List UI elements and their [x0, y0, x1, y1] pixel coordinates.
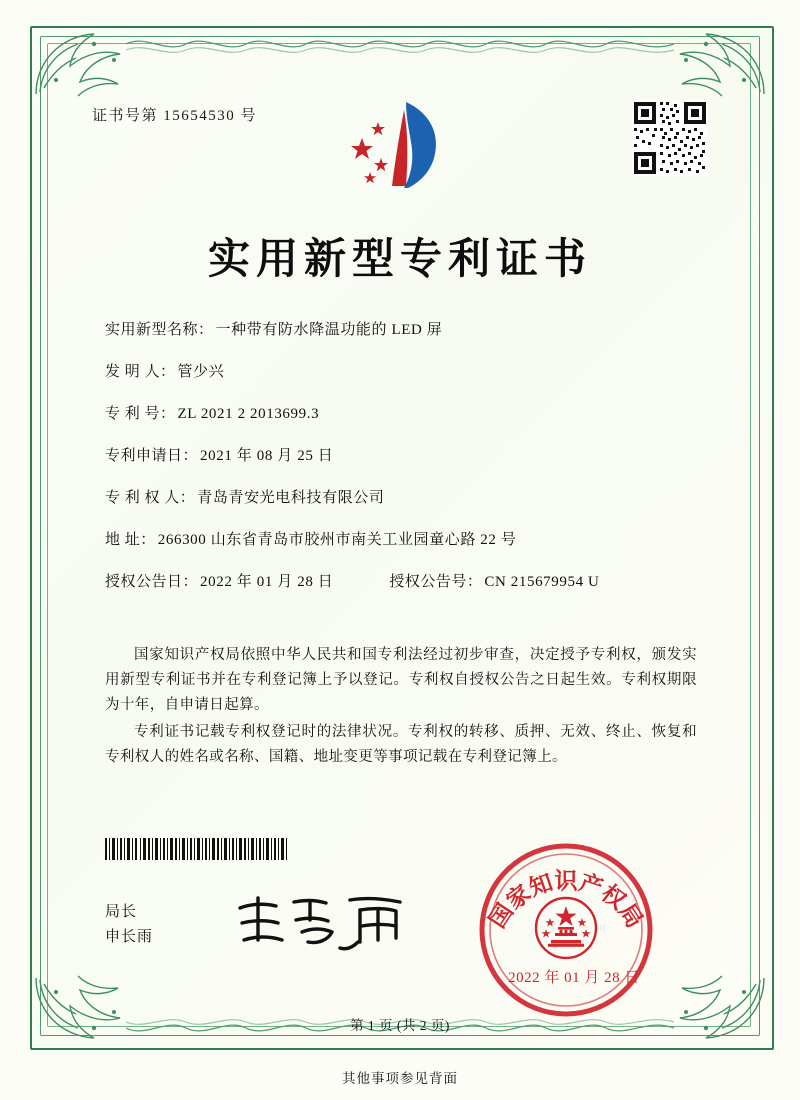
field-label: 实用新型名称：	[105, 322, 214, 338]
official-red-seal-icon	[468, 832, 664, 1028]
field-inventor	[105, 362, 705, 382]
field-address	[105, 530, 705, 550]
field-value: 青岛青安光电科技有限公司	[197, 490, 385, 506]
handwritten-signature-icon	[232, 890, 422, 952]
barcode-icon	[105, 838, 287, 860]
director-name-label: 申长雨	[105, 929, 154, 945]
signature-block	[105, 900, 153, 950]
certificate-number: 证书号第 15654530 号	[92, 108, 258, 124]
svg-text:国家知识产权局: 国家知识产权局	[483, 867, 649, 933]
field-value: 2022 年 01 月 28 日	[200, 574, 334, 590]
field-value: 266300 山东省青岛市胶州市南关工业园童心路 22 号	[157, 532, 517, 548]
field-application-date	[105, 446, 705, 466]
field-label: 发 明 人：	[105, 364, 176, 380]
field-value-secondary: CN 215679954 U	[484, 574, 600, 590]
field-label: 专利申请日：	[105, 448, 199, 464]
back-side-note: 其他事项参见背面	[342, 1071, 458, 1086]
field-label: 地 址：	[105, 532, 156, 548]
field-utility-model-name	[105, 320, 705, 340]
paragraph: 专利证书记载专利权登记时的法律状况。专利权的转移、质押、无效、终止、恢复和专利权人的姓名或名称、国籍、地址变更等事项记载在专利登记簿上。	[105, 724, 697, 765]
field-label: 授权公告日：	[105, 574, 199, 590]
field-label: 专 利 权 人：	[105, 490, 196, 506]
field-patent-number	[105, 404, 705, 424]
field-patentee	[105, 488, 705, 508]
field-value: 一种带有防水降温功能的 LED 屏	[215, 322, 443, 338]
field-list	[105, 320, 705, 614]
field-value: ZL 2021 2 2013699.3	[177, 406, 320, 422]
field-value: 2021 年 08 月 25 日	[200, 448, 334, 464]
field-label-secondary: 授权公告号：	[389, 574, 483, 590]
page-title: 实用新型专利证书	[207, 234, 592, 283]
director-title-label: 局长	[105, 904, 138, 920]
cnipa-logo-icon	[348, 96, 452, 192]
qr-code-icon	[632, 100, 708, 176]
paragraph: 国家知识产权局依照中华人民共和国专利法经过初步审查，决定授予专利权，颁发实用新型专利证书并在专利登记簿上予以登记。专利权自授权公告之日起生效。专利权期限为十年，自申请日起算。	[105, 647, 697, 713]
field-value: 管少兴	[177, 364, 225, 380]
field-label: 专 利 号：	[105, 406, 176, 422]
page-number: 第 1 页 (共 2 页)	[350, 1018, 450, 1033]
field-grant-announcement	[105, 572, 705, 592]
legal-text	[105, 643, 697, 772]
seal-date: 2022 年 01 月 28 日	[508, 970, 640, 986]
